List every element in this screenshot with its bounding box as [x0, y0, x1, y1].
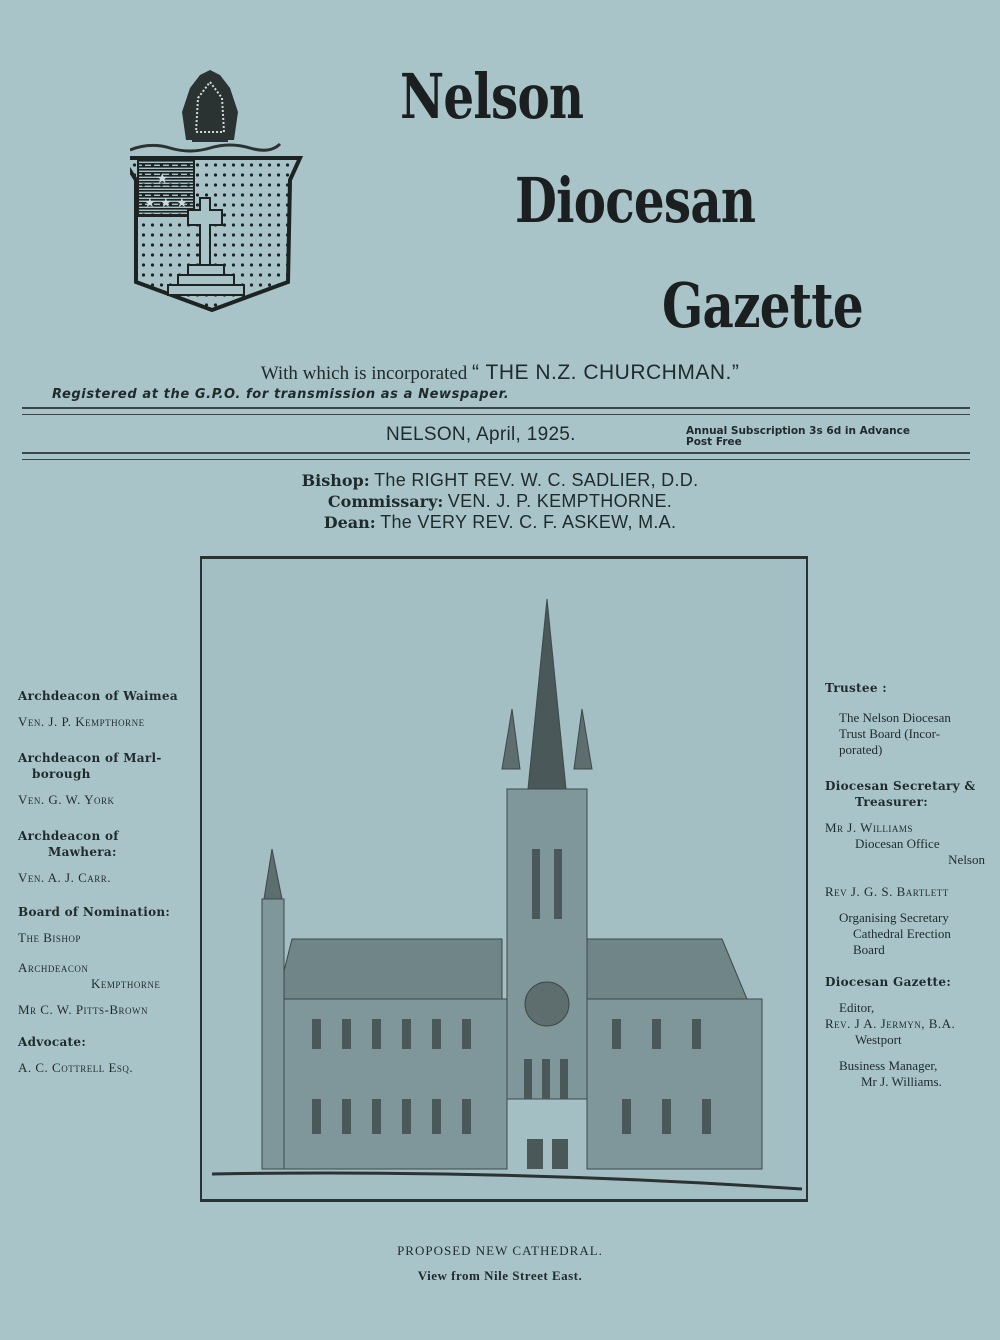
- manager-name: Mr J. Williams.: [861, 1074, 942, 1089]
- officer-role: Dean:: [323, 513, 376, 532]
- officer-name: The RIGHT REV. W. C. SADLIER, D.D.: [374, 470, 699, 490]
- advocate-name: A. C. Cottrell Esq.: [18, 1060, 134, 1075]
- incorporated-prefix: With which is incorporated: [260, 363, 468, 384]
- left-column: [18, 688, 198, 1086]
- board-member-2a: Archdeacon: [18, 960, 89, 975]
- subscription-info: [686, 426, 910, 448]
- heading-marlborough-2: borough: [32, 767, 91, 781]
- secretary-place: Nelson: [948, 852, 985, 867]
- trustee-line-2: Trust Board (Incor-: [839, 726, 941, 741]
- heading-trustee: Trustee :: [825, 681, 887, 695]
- mitre-shield-icon: [130, 70, 310, 330]
- subscription-postage: Post Free: [686, 436, 742, 448]
- editor-name: Rev. J A. Jermyn, B.A.: [825, 1016, 956, 1031]
- manager-label: Business Manager,: [839, 1058, 938, 1073]
- officers-list: [0, 470, 1000, 533]
- svg-text:★: ★: [156, 172, 169, 187]
- board-member-1: The Bishop: [18, 930, 81, 945]
- svg-text:★: ★: [160, 195, 172, 210]
- officer-dean: [0, 512, 1000, 533]
- masthead-title-line-2: Diocesan: [515, 164, 756, 237]
- heading-marlborough-1: Archdeacon of Marl-: [18, 751, 162, 765]
- incorporated-name: “ THE N.Z. CHURCHMAN.”: [472, 361, 740, 384]
- dateline: NELSON, April, 1925.: [386, 424, 576, 445]
- masthead-rule-bottom: [22, 452, 970, 460]
- masthead-rule-top: [22, 407, 970, 415]
- editor-place: Westport: [855, 1032, 902, 1047]
- secretary-name: Mr J. Williams: [825, 820, 913, 835]
- subscription-price: Annual Subscription 3s 6d in Advance: [686, 425, 910, 437]
- masthead-title-line-1: Nelson: [400, 60, 584, 133]
- trustee-line-3: porated): [839, 742, 883, 757]
- trustee-line-1: The Nelson Diocesan: [839, 710, 951, 725]
- officer-name: VEN. J. P. KEMPTHORNE.: [447, 491, 673, 511]
- right-column: [825, 680, 985, 1100]
- masthead-title-line-3: Gazette: [662, 269, 863, 342]
- name-waimea: Ven. J. P. Kempthorne: [18, 714, 145, 729]
- heading-secretary-1: Diocesan Secretary &: [825, 779, 976, 793]
- name-marlborough: Ven. G. W. York: [18, 792, 115, 807]
- board-member-3: Mr C. W. Pitts-Brown: [18, 1002, 149, 1017]
- heading-advocate: Advocate:: [18, 1035, 87, 1049]
- board-member-2b: Kempthorne: [91, 976, 161, 991]
- incorporated-line: [0, 361, 1000, 385]
- svg-text:★: ★: [144, 195, 156, 210]
- heading-gazette: Diocesan Gazette:: [825, 975, 952, 989]
- svg-text:★: ★: [176, 195, 188, 210]
- heading-board: Board of Nomination:: [18, 905, 171, 919]
- name-mawhera: Ven. A. J. Carr.: [18, 870, 112, 885]
- registration-notice: Registered at the G.P.O. for transmission as a Newspaper.: [52, 387, 510, 402]
- officer-role: Commissary:: [327, 492, 444, 511]
- organiser-line-2: Cathedral Erection: [853, 926, 951, 941]
- illustration-caption: PROPOSED NEW CATHEDRAL.: [397, 1243, 603, 1258]
- heading-mawhera-2: Mawhera:: [48, 845, 117, 859]
- organiser-name: Rev J. G. S. Bartlett: [825, 884, 949, 899]
- heading-waimea: Archdeacon of Waimea: [18, 689, 178, 703]
- cathedral-illustration: [200, 556, 808, 1202]
- officer-commissary: [0, 491, 1000, 512]
- officer-bishop: [0, 470, 1000, 491]
- illustration-subcaption: View from Nile Street East.: [417, 1268, 583, 1283]
- organiser-line-1: Organising Secretary: [839, 910, 949, 925]
- heading-mawhera-1: Archdeacon of: [18, 829, 119, 843]
- officer-role: Bishop:: [301, 471, 370, 490]
- editor-label: Editor,: [839, 1000, 875, 1015]
- heading-secretary-2: Treasurer:: [855, 795, 928, 809]
- cathedral-drawing-icon: [202, 559, 806, 1199]
- diocesan-crest: [130, 70, 310, 330]
- officer-name: The VERY REV. C. F. ASKEW, M.A.: [380, 512, 677, 532]
- organiser-line-3: Board: [853, 942, 885, 957]
- secretary-office: Diocesan Office: [855, 836, 940, 851]
